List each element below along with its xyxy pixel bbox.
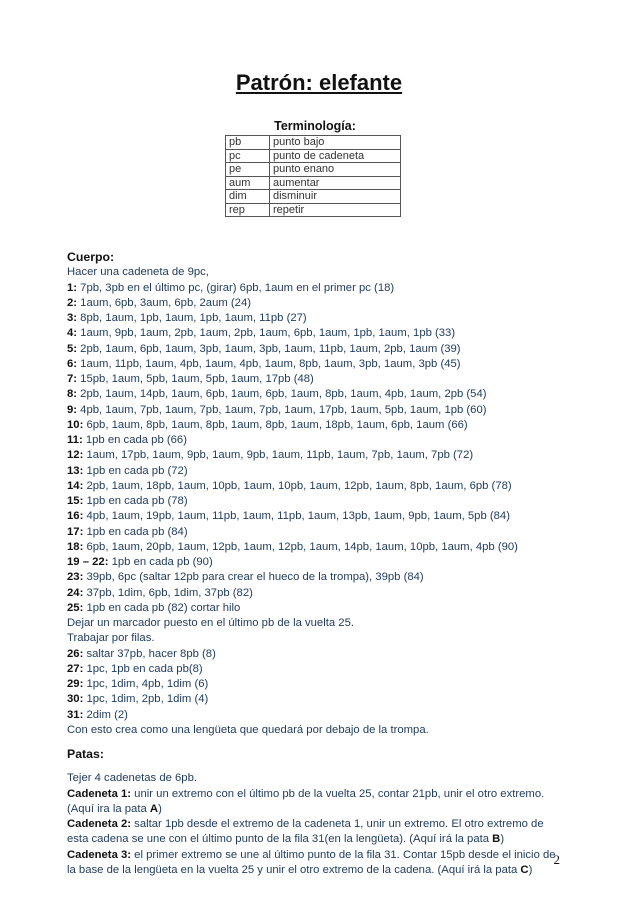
round-label: 11: [67, 434, 83, 446]
round-text: saltar 37pb, hacer 8pb (8) [83, 647, 216, 660]
round-text: 1pc, 1dim, 4pb, 1dim (6) [83, 678, 209, 690]
round-text: 1pb en cada pb (82) cortar hilo [83, 601, 241, 614]
round-label: 3: [67, 312, 78, 324]
instruction-line [67, 647, 567, 662]
instruction-line [67, 601, 567, 616]
leg-chain-instruction [67, 817, 567, 848]
instruction-line [67, 372, 567, 387]
round-label: 30: [67, 693, 84, 706]
round-text: 7pb, 3pb en el último pc, (girar) 6pb, 1aum en el primer pc (18) [77, 281, 395, 294]
round-label: 25: [67, 601, 84, 614]
round-text: 1aum, 9pb, 1aum, 2pb, 1aum, 2pb, 1aum, 6pb, 1aum, 1pb, 1aum, 1pb (33) [77, 327, 456, 340]
chain-text-end: ) [528, 863, 533, 876]
instruction-line [67, 403, 567, 418]
round-label: 14: [67, 479, 84, 492]
round-label: 6: [67, 357, 78, 370]
round-text: 2pb, 1aum, 18pb, 1aum, 10pb, 1aum, 10pb, 1aum, 12pb, 1aum, 8pb, 1aum, 6pb (78) [83, 479, 512, 492]
terminology-row [226, 149, 401, 163]
instruction-line [67, 265, 567, 280]
round-label: 10: [67, 418, 84, 431]
page-number: 2 [553, 852, 560, 867]
leg-letter: B [492, 833, 501, 846]
instruction-line [67, 387, 567, 402]
terminology-heading: Terminología: [274, 119, 356, 133]
round-label: 23: [67, 571, 84, 584]
leg-letter: A [149, 802, 159, 815]
round-label: 9: [67, 403, 78, 416]
page-title: Patrón: elefante [235, 70, 403, 95]
terminology-abbr: dim [226, 190, 270, 204]
round-text: 6pb, 1aum, 20pb, 1aum, 12pb, 1aum, 12pb, 1aum, 14pb, 1aum, 10pb, 1aum, 4pb (90) [83, 540, 518, 553]
instruction-line [67, 586, 567, 601]
chain-text-end: ) [500, 833, 505, 846]
round-text: 1aum, 11pb, 1aum, 4pb, 1aum, 4pb, 1aum, 8pb, 1aum, 3pb, 1aum, 3pb (45) [77, 357, 461, 370]
round-text: 15pb, 1aum, 5pb, 1aum, 5pb, 1aum, 17pb (48) [77, 373, 314, 385]
round-label: 27: [67, 662, 84, 675]
instruction-line [67, 616, 567, 631]
instruction-line [67, 281, 567, 296]
instruction-line [67, 494, 567, 509]
instruction-line [67, 555, 567, 570]
instruction-line [67, 418, 567, 433]
instruction-line [67, 723, 567, 738]
chain-text: saltar 1pb desde el extremo de la cadeneta 1, unir un extremo. El otro extremo de esta cadena se une con el último punto de la fila 31(en la lengüeta). (Aquí irá la pata [67, 818, 544, 846]
terminology-row [226, 136, 401, 150]
terminology-row [226, 163, 401, 177]
round-label: 8: [67, 388, 78, 401]
round-label: 7: [67, 373, 78, 385]
terminology-row [226, 176, 401, 190]
round-label: 15: [67, 495, 84, 507]
round-text: 37pb, 1dim, 6pb, 1dim, 37pb (82) [83, 586, 253, 599]
instruction-line [67, 540, 567, 555]
round-text: Trabajar por filas. [67, 632, 155, 645]
round-text: 8pb, 1aum, 1pb, 1aum, 1pb, 1aum, 11pb (27) [77, 312, 307, 324]
round-label: 24: [67, 586, 84, 599]
terminology-meaning: punto enano [270, 163, 401, 177]
round-text: 1pb en cada pb (84) [83, 525, 188, 538]
terminology-abbr: aum [226, 176, 270, 190]
instruction-line [67, 677, 567, 692]
round-label: 13: [67, 464, 84, 477]
round-text: 1pb en cada pb (78) [83, 495, 188, 507]
instruction-line [67, 464, 567, 479]
round-label: 16: [67, 510, 84, 523]
instruction-line [67, 342, 567, 357]
round-text: 2dim (2) [83, 708, 128, 721]
chain-text-end: ) [158, 802, 162, 815]
round-label: 26: [67, 647, 84, 660]
terminology-abbr: rep [226, 203, 270, 217]
round-label: 2: [67, 296, 78, 309]
round-label: 31: [67, 708, 84, 721]
round-text: 4pb, 1aum, 7pb, 1aum, 7pb, 1aum, 7pb, 1aum, 17pb, 1aum, 5pb, 1aum, 1pb (60) [77, 403, 487, 416]
terminology-table [225, 135, 401, 217]
round-text: 39pb, 6pc (saltar 12pb para crear el hueco de la trompa), 39pb (84) [83, 571, 424, 584]
patas-intro: Tejer 4 cadenetas de 6pb. [67, 772, 198, 785]
round-text: 1pb en cada pb (72) [83, 464, 188, 477]
instruction-line [67, 708, 567, 723]
round-text: 1pc, 1dim, 2pb, 1dim (4) [83, 693, 209, 706]
instruction-line [67, 662, 567, 677]
instruction-line [67, 631, 567, 646]
round-text: 6pb, 1aum, 8pb, 1aum, 8pb, 1aum, 8pb, 1aum, 18pb, 1aum, 6pb, 1aum (66) [83, 418, 468, 431]
cuerpo-heading: Cuerpo: [67, 250, 115, 264]
round-label: 19 – 22: [67, 556, 109, 568]
round-text: 4pb, 1aum, 19pb, 1aum, 11pb, 1aum, 11pb, 1aum, 13pb, 1aum, 9pb, 1aum, 5pb (84) [83, 510, 510, 523]
chain-label: Cadeneta 3: [67, 848, 132, 861]
instruction-line [67, 326, 567, 341]
round-text: 1aum, 6pb, 3aum, 6pb, 2aum (24) [77, 296, 251, 309]
instruction-line [67, 479, 567, 494]
round-text: 2pb, 1aum, 14pb, 1aum, 6pb, 1aum, 6pb, 1aum, 8pb, 1aum, 4pb, 1aum, 2pb (54) [77, 388, 487, 401]
chain-text: unir un extremo con el último pb de la vuelta 25, contar 21pb, unir el otro extremo. (Aquí ira la pata [67, 787, 545, 815]
terminology-meaning: punto bajo [270, 136, 401, 150]
round-label: 29: [67, 678, 84, 690]
instruction-line [67, 433, 567, 448]
round-text: 1aum, 17pb, 1aum, 9pb, 1aum, 9pb, 1aum, 11pb, 1aum, 7pb, 1aum, 7pb (72) [83, 449, 474, 462]
instruction-line [67, 525, 567, 540]
terminology-abbr: pc [226, 149, 270, 163]
terminology-row [226, 203, 401, 217]
leg-chain-instruction [67, 848, 567, 879]
instruction-line [67, 311, 567, 326]
instruction-line [67, 296, 567, 311]
instruction-line [67, 692, 567, 707]
round-label: 12: [67, 449, 84, 462]
round-label: 18: [67, 540, 84, 553]
instruction-line [67, 357, 567, 372]
cuerpo-instructions [67, 265, 567, 738]
terminology-meaning: aumentar [270, 176, 401, 190]
round-text: 1pb en cada pb (90) [108, 556, 213, 568]
round-label: 1: [67, 281, 78, 294]
leg-letter: C [520, 863, 529, 876]
chain-label: Cadeneta 1: [67, 787, 132, 800]
terminology-abbr: pb [226, 136, 270, 150]
round-label: 4: [67, 327, 78, 340]
terminology-meaning: punto de cadeneta [270, 149, 401, 163]
pattern-content [67, 250, 567, 878]
instruction-line [67, 570, 567, 585]
round-text: 1pb en cada pb (66) [82, 434, 187, 446]
chain-label: Cadeneta 2: [67, 818, 132, 830]
terminology-meaning: repetir [270, 203, 401, 217]
round-text: 2pb, 1aum, 6pb, 1aum, 3pb, 1aum, 3pb, 1aum, 11pb, 1aum, 2pb, 1aum (39) [77, 342, 461, 355]
round-text: Hacer una cadeneta de 9pc, [67, 266, 209, 279]
round-text: Con esto crea como una lengüeta que quedará por debajo de la trompa. [67, 723, 429, 736]
leg-chain-instruction [67, 787, 567, 818]
terminology-row [226, 190, 401, 204]
instruction-line [67, 448, 567, 463]
round-text: Dejar un marcador puesto en el último pb de la vuelta 25. [67, 617, 354, 629]
round-text: 1pc, 1pb en cada pb(8) [83, 662, 203, 675]
round-label: 17: [67, 525, 84, 538]
patas-heading: Patas: [67, 747, 104, 761]
terminology-abbr: pe [226, 163, 270, 177]
round-label: 5: [67, 342, 78, 355]
instruction-line [67, 509, 567, 524]
patas-instructions [67, 787, 567, 879]
chain-text: el primer extremo se une al último punto de la fila 31. Contar 15pb desde el inicio de la base de la lengüeta en la vuelta 25 y unir el otro extremo de la cadena. (Aquí irá la pata [67, 848, 556, 876]
terminology-meaning: disminuir [270, 190, 401, 204]
